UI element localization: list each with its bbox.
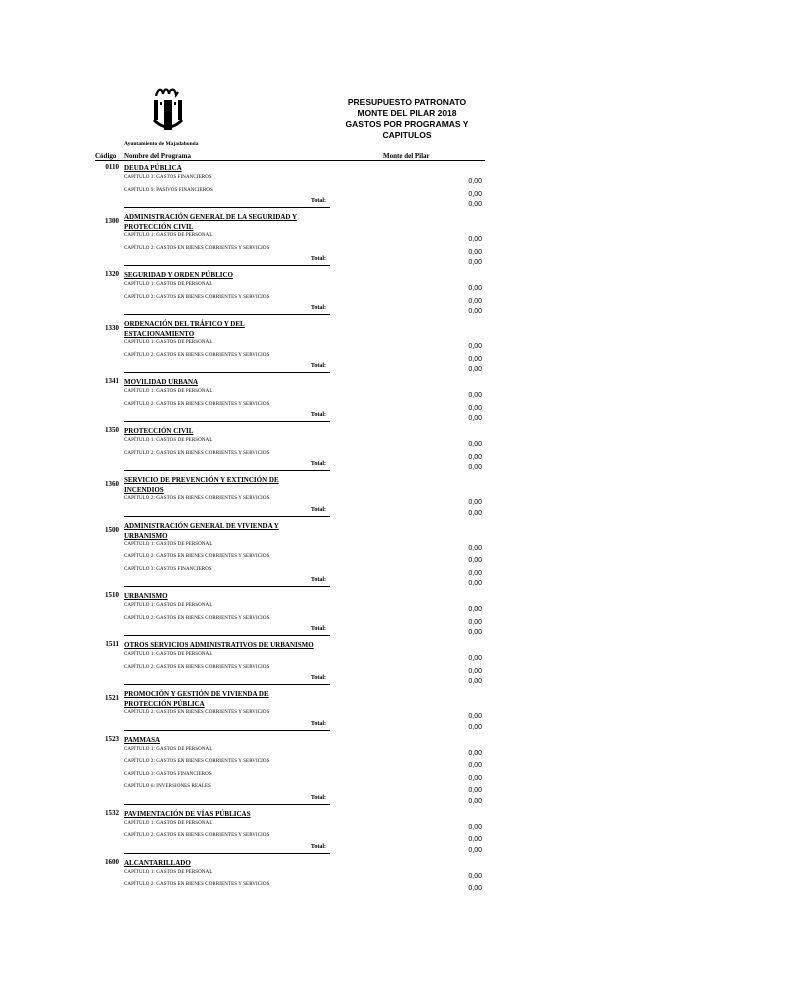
total-value: 0,00 <box>468 846 482 854</box>
total-rule <box>124 470 330 471</box>
program-name: INCENDIOS <box>124 486 164 494</box>
chapter-value: 0,00 <box>468 441 482 448</box>
chapter-label: CAPÍTULO 2: GASTOS EN BIENES CORRIENTES Y SERVICIOS <box>124 450 270 456</box>
chapter-label: CAPÍTULO 9: PASIVOS FINANCIEROS <box>124 187 213 193</box>
chapter-label: CAPÍTULO 1: GASTOS DE PERSONAL <box>124 389 213 394</box>
organization-name: Ayuntamiento de Majadahonda <box>124 141 199 147</box>
total-label: Total: <box>310 198 326 204</box>
municipal-logo <box>148 86 188 136</box>
chapter-value: 0,00 <box>468 749 482 757</box>
chapter-value: 0,00 <box>468 343 482 350</box>
total-value: 0,00 <box>468 678 482 685</box>
program-code: 1523 <box>105 734 119 743</box>
total-value: 0,00 <box>468 464 482 471</box>
program-code: 1341 <box>105 377 119 385</box>
program-name: PROTECCIÓN CIVIL <box>124 427 194 435</box>
program-name: ALCANTARILLADO <box>124 858 191 867</box>
chapter-value: 0,00 <box>468 557 482 564</box>
chapter-value: 0,00 <box>468 618 482 626</box>
chapter-value: 0,00 <box>468 655 482 662</box>
program-name: ADMINISTRACIÓN GENERAL DE LA SEGURIDAD Y <box>124 213 298 221</box>
total-rule <box>124 314 330 315</box>
program-code: 1500 <box>105 525 119 534</box>
chapter-label: CAPÍTULO 1: GASTOS DE PERSONAL <box>124 869 213 875</box>
program-name: SERVICIO DE PREVENCIÓN Y EXTINCIÓN DE <box>124 476 279 484</box>
chapter-label: CAPÍTULO 2: GASTOS EN BIENES CORRIENTES Y SERVICIOS <box>124 833 270 838</box>
chapter-value: 0,00 <box>468 872 482 880</box>
program-code: 1330 <box>105 324 119 332</box>
chapter-value: 0,00 <box>468 836 482 843</box>
program-code: 0110 <box>105 163 119 171</box>
chapter-value: 0,00 <box>468 392 482 399</box>
total-rule <box>124 804 330 805</box>
column-header-code: Código <box>95 152 117 160</box>
program-name: SEGURIDAD Y ORDEN PÚBLICO <box>124 271 233 279</box>
total-value: 0,00 <box>468 259 482 266</box>
chapter-label: CAPÍTULO 1: GASTOS DE PERSONAL <box>124 282 213 287</box>
chapter-value: 0,00 <box>468 297 482 305</box>
chapter-label: CAPÍTULO 2: GASTOS EN BIENES CORRIENTES Y SERVICIOS <box>124 882 270 887</box>
total-rule <box>124 207 330 208</box>
chapter-value: 0,00 <box>468 499 482 506</box>
program-name: URBANISMO <box>124 592 168 600</box>
chapter-label: CAPÍTULO 2: GASTOS EN BIENES CORRIENTES Y SERVICIOS <box>124 294 270 300</box>
program-name: PAVIMENTACIÓN DE VÍAS PÚBLICAS <box>124 809 251 818</box>
program-code: 1521 <box>105 694 119 702</box>
total-rule <box>124 372 330 373</box>
chapter-label: CAPÍTULO 3: GASTOS FINANCIEROS <box>124 175 212 180</box>
total-label: Total: <box>310 577 326 583</box>
chapter-value: 0,00 <box>468 248 482 256</box>
chapter-value: 0,00 <box>468 787 482 794</box>
program-code: 1360 <box>105 480 119 488</box>
program-name: URBANISMO <box>124 531 168 540</box>
total-rule <box>124 684 330 685</box>
chapter-label: CAPÍTULO 2: GASTOS EN BIENES CORRIENTES Y SERVICIOS <box>124 245 270 251</box>
program-name: ADMINISTRACIÓN GENERAL DE VIVIENDA Y <box>124 521 279 530</box>
chapter-label: CAPÍTULO 1: GASTOS DE PERSONAL <box>124 820 213 826</box>
chapter-label: CAPÍTULO 2: GASTOS EN BIENES CORRIENTES Y SERVICIOS <box>124 615 270 621</box>
chapter-label: CAPÍTULO 3: GASTOS FINANCIEROS <box>124 566 212 572</box>
report-title <box>332 97 482 141</box>
program-name: ESTACIONAMIENTO <box>124 330 195 338</box>
total-value: 0,00 <box>468 308 482 315</box>
title-line: CAPITULOS <box>382 130 432 140</box>
program-name: ORDENACIÓN DEL TRÁFICO Y DEL <box>124 320 245 328</box>
title-line: PRESUPUESTO PATRONATO <box>347 97 467 107</box>
program-name: PROMOCIÓN Y GESTIÓN DE VIVIENDA DE <box>124 690 269 698</box>
total-value: 0,00 <box>468 201 482 208</box>
program-name: DEUDA PÚBLICA <box>124 164 182 172</box>
chapter-label: CAPÍTULO 1: GASTOS DE PERSONAL <box>124 340 213 345</box>
program-code: 1600 <box>105 857 119 866</box>
program-code: 1510 <box>105 591 119 599</box>
total-value: 0,00 <box>468 366 482 373</box>
chapter-value: 0,00 <box>468 285 482 292</box>
chapter-label: CAPÍTULO 6: INVERSIONES REALES <box>124 784 212 789</box>
program-name: MOVILIDAD URBANA <box>124 378 199 386</box>
total-label: Total: <box>310 412 326 418</box>
chapter-value: 0,00 <box>468 774 482 782</box>
chapter-label: CAPÍTULO 3: GASTOS FINANCIEROS <box>124 771 212 777</box>
total-label: Total: <box>310 675 326 681</box>
total-value: 0,00 <box>468 629 482 636</box>
total-rule <box>124 730 330 731</box>
chapter-label: CAPÍTULO 2: GASTOS EN BIENES CORRIENTES Y SERVICIOS <box>124 554 270 559</box>
chapter-value: 0,00 <box>468 453 482 461</box>
chapter-value: 0,00 <box>468 404 482 412</box>
program-code: 1511 <box>105 640 119 648</box>
total-value: 0,00 <box>468 509 482 517</box>
program-name: OTROS SERVICIOS ADMINISTRATIVOS DE URBANISMO <box>124 641 314 649</box>
program-name: PAMMASA <box>124 735 161 744</box>
total-rule <box>124 421 330 422</box>
total-label: Total: <box>310 363 326 369</box>
chapter-label: CAPÍTULO 1: GASTOS DE PERSONAL <box>124 438 213 443</box>
total-value: 0,00 <box>468 415 482 422</box>
chapter-value: 0,00 <box>468 355 482 363</box>
program-name: PROTECCIÓN PÚBLICA <box>124 700 205 708</box>
chapter-label: CAPÍTULO 1: GASTOS DE PERSONAL <box>124 603 213 608</box>
total-label: Total: <box>310 626 326 632</box>
chapter-value: 0,00 <box>468 885 482 892</box>
chapter-value: 0,00 <box>468 606 482 613</box>
total-label: Total: <box>310 305 326 311</box>
chapter-label: CAPÍTULO 1: GASTOS DE PERSONAL <box>124 233 213 238</box>
chapter-label: CAPÍTULO 2: GASTOS EN BIENES CORRIENTES Y SERVICIOS <box>124 664 270 670</box>
chapter-label: CAPÍTULO 2: GASTOS EN BIENES CORRIENTES Y SERVICIOS <box>124 401 270 407</box>
total-rule <box>124 516 330 517</box>
chapter-label: CAPÍTULO 1: GASTOS DE PERSONAL <box>124 652 213 657</box>
chapter-value: 0,00 <box>468 713 482 720</box>
chapter-value: 0,00 <box>468 544 482 552</box>
chapter-label: CAPÍTULO 2: GASTOS EN BIENES CORRIENTES Y SERVICIOS <box>124 759 270 764</box>
chapter-value: 0,00 <box>468 178 482 185</box>
chapter-value: 0,00 <box>468 667 482 675</box>
total-value: 0,00 <box>468 580 482 587</box>
program-code: 1300 <box>105 217 119 225</box>
chapter-value: 0,00 <box>468 236 482 243</box>
chapter-value: 0,00 <box>468 823 482 831</box>
total-label: Total: <box>310 794 326 801</box>
program-code: 1320 <box>105 270 119 278</box>
title-line: GASTOS POR PROGRAMAS Y <box>345 119 469 129</box>
chapter-value: 0,00 <box>468 569 482 577</box>
total-label: Total: <box>310 256 326 262</box>
column-header-value: Monte del Pilar <box>383 152 430 160</box>
chapter-label: CAPÍTULO 2: GASTOS EN BIENES CORRIENTES Y SERVICIOS <box>124 496 270 501</box>
total-value: 0,00 <box>468 797 482 805</box>
total-rule <box>124 586 330 587</box>
total-label: Total: <box>310 720 326 727</box>
total-rule <box>124 853 330 854</box>
chapter-value: 0,00 <box>468 762 482 769</box>
chapter-label: CAPÍTULO 1: GASTOS DE PERSONAL <box>124 541 213 547</box>
total-rule <box>124 265 330 266</box>
chapter-label: CAPÍTULO 1: GASTOS DE PERSONAL <box>124 746 213 752</box>
total-value: 0,00 <box>468 723 482 731</box>
program-code: 1532 <box>105 808 119 817</box>
total-label: Total: <box>310 843 326 850</box>
header-rule <box>95 160 485 161</box>
chapter-label: CAPÍTULO 2: GASTOS EN BIENES CORRIENTES Y SERVICIOS <box>124 710 270 715</box>
program-name: PROTECCIÓN CIVIL <box>124 223 194 231</box>
title-line: MONTE DEL PILAR 2018 <box>357 108 457 118</box>
total-rule <box>124 635 330 636</box>
column-header-name: Nombre del Programa <box>124 152 192 160</box>
chapter-label: CAPÍTULO 2: GASTOS EN BIENES CORRIENTES Y SERVICIOS <box>124 352 270 358</box>
chapter-value: 0,00 <box>468 190 482 198</box>
program-code: 1350 <box>105 426 119 434</box>
total-label: Total: <box>310 461 326 467</box>
total-label: Total: <box>310 506 326 513</box>
